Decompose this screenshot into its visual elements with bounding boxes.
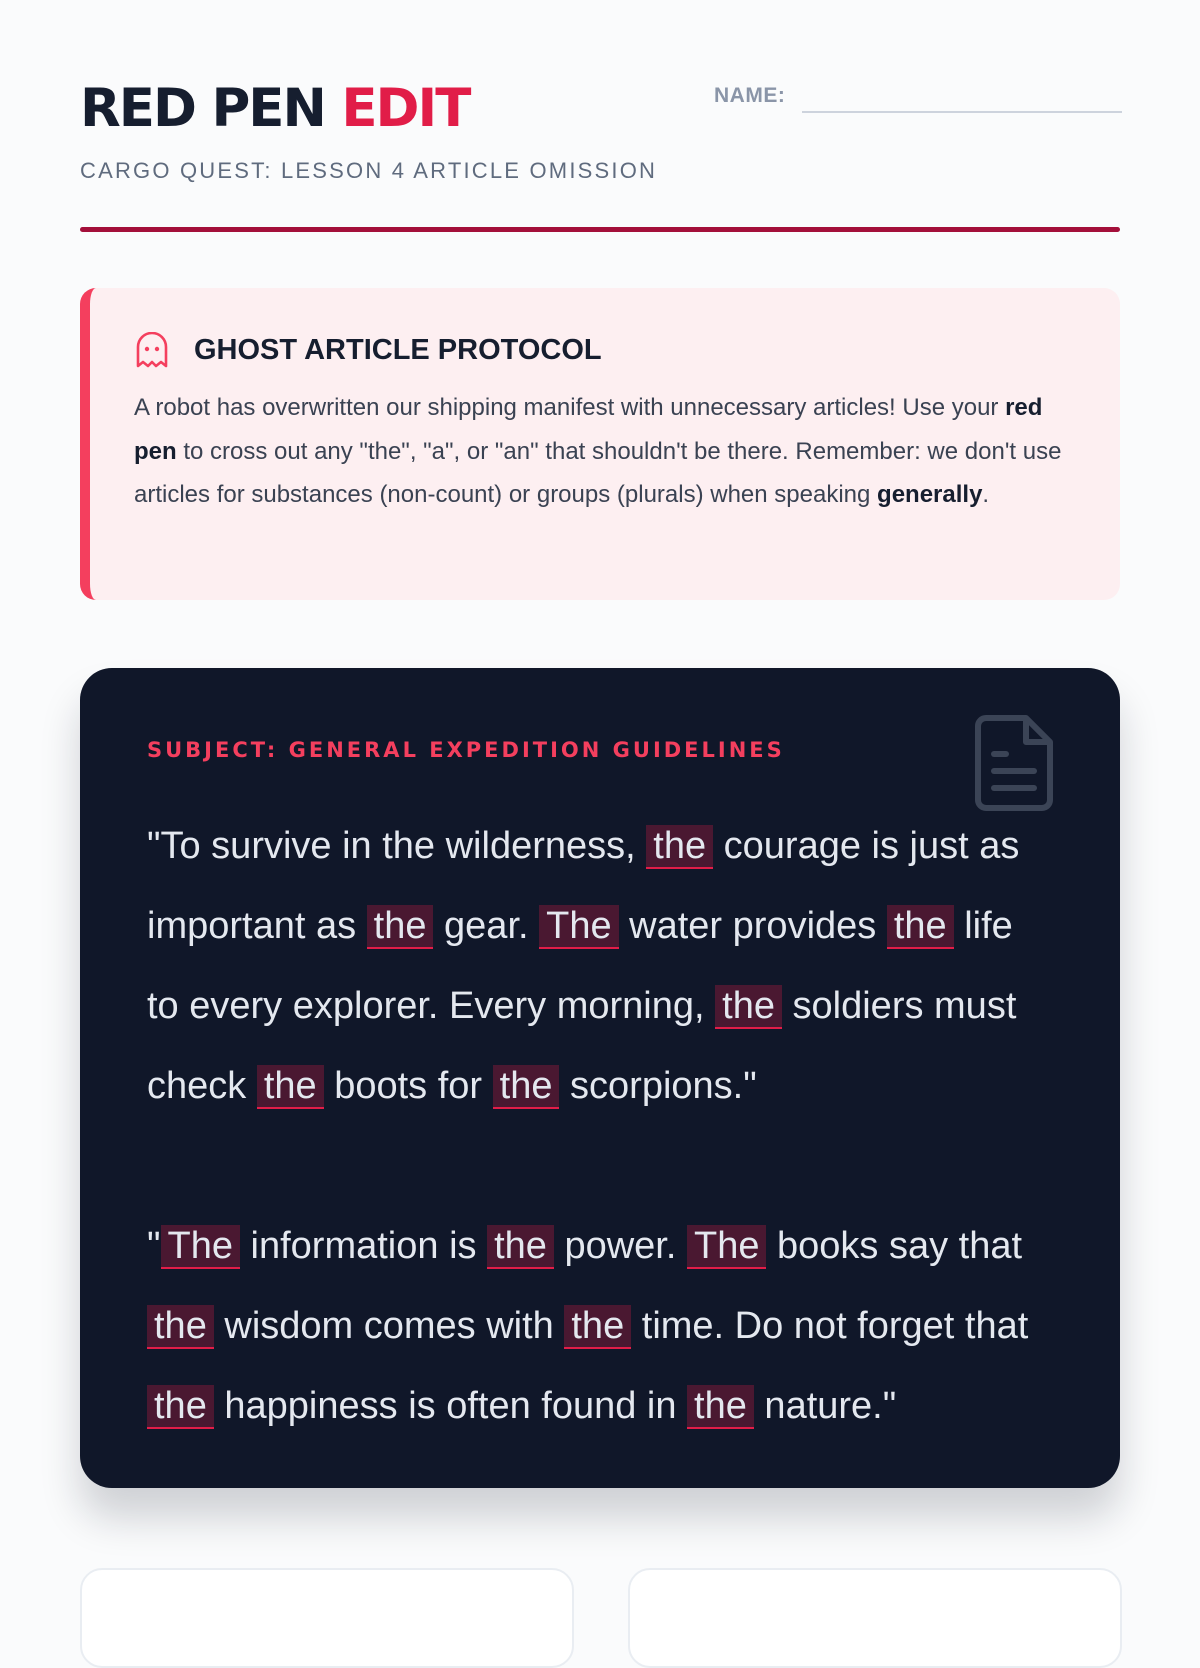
bottom-card-left: [80, 1568, 574, 1668]
document-icon: [974, 714, 1054, 812]
manifest-paragraph-2: [147, 1206, 1047, 1446]
manifest-text: happiness is often found in: [213, 1385, 688, 1427]
title-accent: EDIT: [341, 78, 470, 139]
manifest-paragraph-1: [147, 806, 1047, 1126]
article-word[interactable]: the: [715, 985, 782, 1029]
manifest-subject: SUBJECT: GENERAL EXPEDITION GUIDELINES: [147, 738, 785, 762]
manifest-text: ": [147, 1225, 161, 1267]
lesson-subtitle: CARGO QUEST: LESSON 4 ARTICLE OMISSION: [80, 158, 658, 183]
manifest-text: books say that: [766, 1225, 1023, 1267]
notice-title: GHOST ARTICLE PROTOCOL: [194, 334, 602, 366]
manifest-text: time. Do not forget that: [631, 1305, 1029, 1347]
manifest-text: information is: [239, 1225, 488, 1267]
manifest-text: "To survive in the wilderness,: [147, 825, 647, 867]
article-word[interactable]: the: [487, 1225, 554, 1269]
name-label: NAME:: [714, 84, 786, 107]
article-word[interactable]: the: [257, 1065, 324, 1109]
manifest-text: life to every explorer. Every morning,: [147, 905, 1013, 1027]
manifest-text: nature.": [753, 1385, 897, 1427]
notice-emphasis: red pen: [134, 394, 1043, 465]
notice-text: .: [982, 481, 990, 508]
manifest-text: gear.: [433, 905, 540, 947]
manifest-text: scorpions.": [559, 1065, 757, 1107]
page-title: [80, 78, 470, 139]
manifest-text: water provides: [618, 905, 887, 947]
notice-body: [134, 386, 1084, 517]
article-word[interactable]: the: [687, 1385, 754, 1429]
article-word[interactable]: the: [646, 825, 713, 869]
article-word[interactable]: The: [161, 1225, 240, 1269]
name-field: [714, 84, 1122, 114]
manifest-card: [80, 668, 1120, 1488]
article-word[interactable]: The: [687, 1225, 766, 1269]
manifest-text: wisdom comes with: [213, 1305, 565, 1347]
protocol-notice: [80, 288, 1120, 600]
article-word[interactable]: the: [564, 1305, 631, 1349]
article-word[interactable]: the: [147, 1385, 214, 1429]
manifest-text: soldiers must check: [147, 985, 1017, 1107]
article-word[interactable]: The: [539, 905, 618, 949]
name-line[interactable]: [802, 111, 1122, 113]
header-divider: [80, 227, 1120, 232]
bottom-card-right: [628, 1568, 1122, 1668]
notice-text: to cross out any "the", "a", or "an" that shouldn't be there. Remember: we don't use articles for substances (non-count) or groups (plurals) when speaking: [134, 437, 1062, 508]
manifest-text: boots for: [323, 1065, 493, 1107]
article-word[interactable]: the: [147, 1305, 214, 1349]
manifest-text: courage is just as important as: [147, 825, 1020, 947]
notice-text: A robot has overwritten our shipping manifest with unnecessary articles! Use your: [134, 394, 1006, 421]
article-word[interactable]: the: [887, 905, 954, 949]
ghost-icon: [135, 332, 169, 370]
notice-emphasis: generally: [877, 481, 983, 508]
article-word[interactable]: the: [493, 1065, 560, 1109]
title-main: RED PEN: [80, 78, 325, 139]
manifest-text: power.: [553, 1225, 687, 1267]
article-word[interactable]: the: [367, 905, 434, 949]
